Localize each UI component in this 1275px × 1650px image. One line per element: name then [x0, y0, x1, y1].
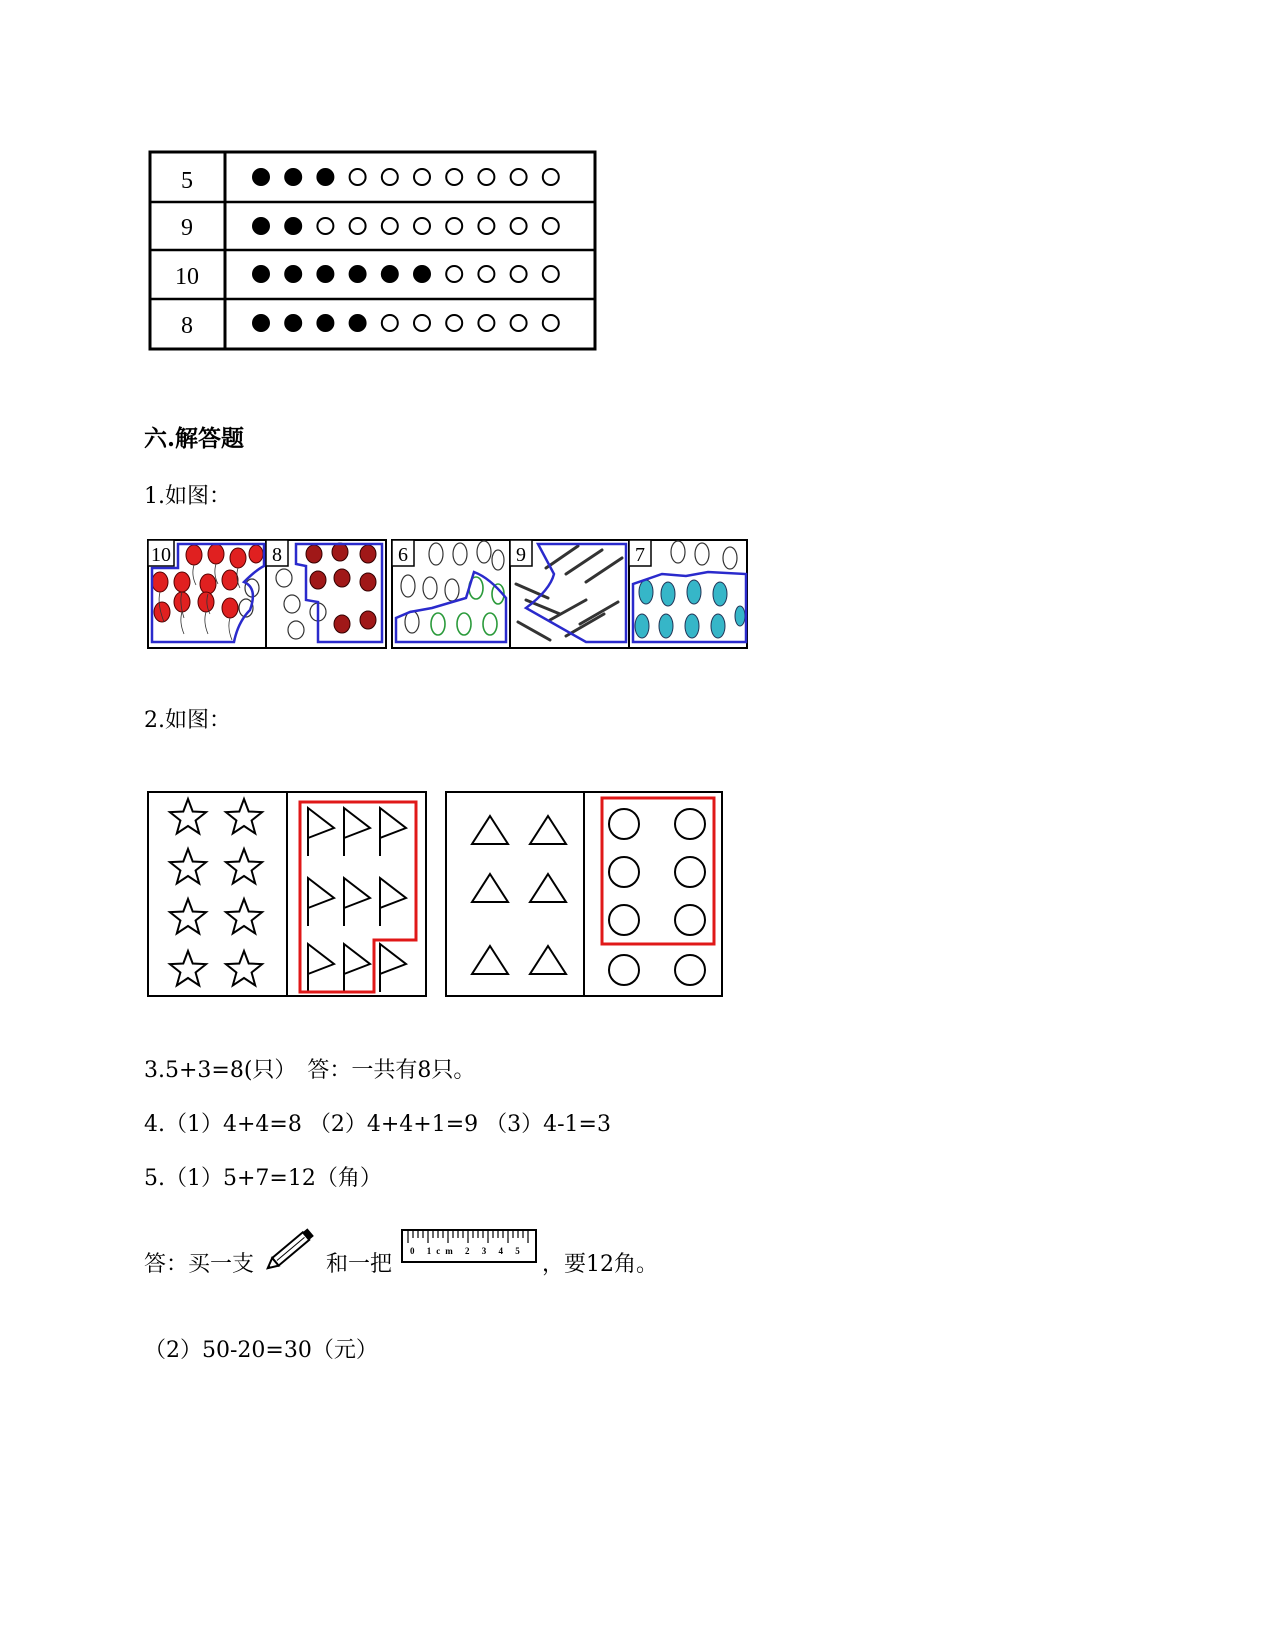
filled-dot: [285, 266, 301, 282]
panel-number: 9: [516, 544, 526, 566]
empty-dot: [382, 218, 398, 234]
q2-figure: [146, 790, 728, 1000]
empty-dot: [511, 266, 527, 282]
pencil-icon: [264, 1218, 322, 1276]
panel-number: 10: [151, 544, 171, 566]
q5-answer-middle: 和一把: [326, 1252, 393, 1277]
empty-dot: [478, 169, 494, 185]
filled-dot: [285, 218, 301, 234]
empty-dot: [543, 218, 559, 234]
filled-dot: [285, 169, 301, 185]
filled-dot: [253, 169, 269, 185]
row-number: 9: [181, 215, 193, 241]
section-heading: 六.解答题: [144, 425, 245, 452]
empty-dot: [511, 169, 527, 185]
empty-dot: [350, 169, 366, 185]
q1-label: 1.如图：: [144, 484, 231, 509]
ruler-icon: [400, 1224, 540, 1268]
filled-dot: [317, 169, 333, 185]
filled-dot: [317, 315, 333, 331]
empty-dot: [511, 218, 527, 234]
row-number: 10: [175, 264, 199, 290]
q2-label: 2.如图：: [144, 708, 231, 733]
filled-dot: [382, 266, 398, 282]
q4-text: 4.（1）4+4=8 （2）4+4+1=9 （3）4-1=3: [144, 1112, 611, 1137]
empty-dot: [478, 266, 494, 282]
q5-part1: 5.（1）5+7=12（角）: [144, 1166, 382, 1191]
filled-dot: [350, 315, 366, 331]
q5-answer-prefix: 答：买一支: [144, 1252, 255, 1277]
q5-part2: （2）50-20=30（元）: [144, 1338, 378, 1363]
empty-dot: [350, 218, 366, 234]
dot-table: [148, 150, 598, 352]
filled-dot: [253, 218, 269, 234]
empty-dot: [414, 315, 430, 331]
empty-dot: [478, 218, 494, 234]
empty-dot: [446, 169, 462, 185]
filled-dot: [253, 266, 269, 282]
panel-number: 6: [398, 544, 408, 566]
empty-dot: [446, 266, 462, 282]
filled-dot: [253, 315, 269, 331]
q5-answer-suffix: ，要12角。: [542, 1252, 658, 1277]
filled-dot: [414, 266, 430, 282]
empty-dot: [382, 315, 398, 331]
empty-dot: [317, 218, 333, 234]
filled-dot: [350, 266, 366, 282]
filled-dot: [285, 315, 301, 331]
ruler-marks: 0 1cm 2 3 4 5: [410, 1246, 525, 1256]
q3-text: 3.5+3=8(只） 答：一共有8只。: [144, 1058, 476, 1083]
empty-dot: [382, 169, 398, 185]
panel-number: 8: [272, 544, 282, 566]
empty-dot: [543, 169, 559, 185]
row-number: 5: [181, 168, 193, 194]
empty-dot: [446, 315, 462, 331]
empty-dot: [414, 218, 430, 234]
q1-figure: [146, 538, 751, 650]
empty-dot: [543, 266, 559, 282]
row-number: 8: [181, 313, 193, 339]
empty-dot: [543, 315, 559, 331]
empty-dot: [414, 169, 430, 185]
empty-dot: [446, 218, 462, 234]
empty-dot: [478, 315, 494, 331]
panel-number: 7: [635, 544, 645, 566]
empty-dot: [511, 315, 527, 331]
filled-dot: [317, 266, 333, 282]
